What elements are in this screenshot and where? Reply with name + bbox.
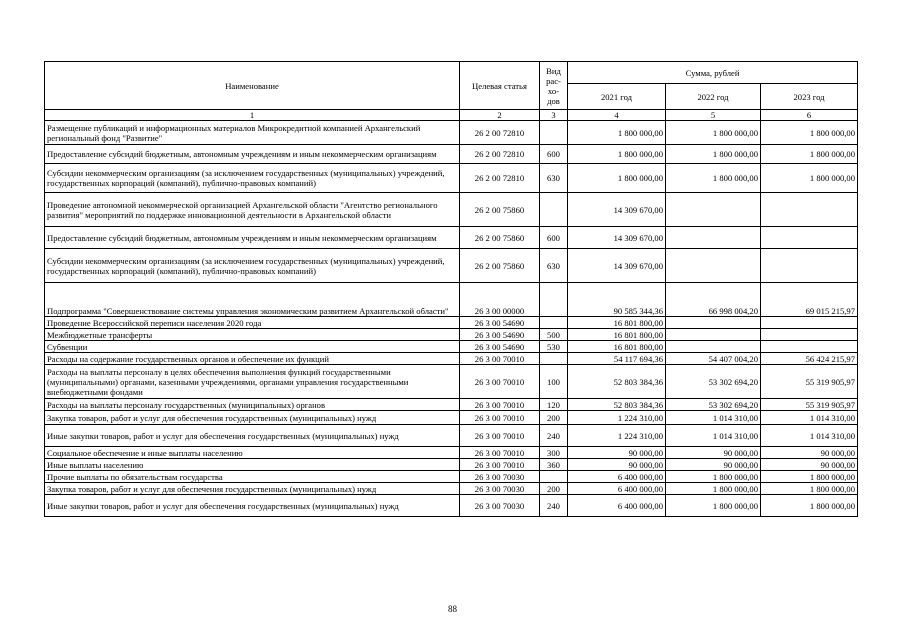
row-sum-2023: 56 424 215,97 <box>761 353 858 365</box>
row-target-article: 26 3 00 70010 <box>460 353 540 365</box>
row-name: Субвенции <box>45 341 460 353</box>
page-number: 88 <box>448 604 457 614</box>
table-row <box>45 483 858 495</box>
column-index: 1 <box>45 110 460 121</box>
row-sum-2022: 1 800 000,00 <box>666 145 761 164</box>
row-sum-2021: 52 803 384,36 <box>568 399 666 411</box>
row-sum-2022: 53 302 694,20 <box>666 365 761 399</box>
row-name: Предоставление субсидий бюджетным, автономным учреждениям и иным некоммерческим организациям <box>45 145 460 164</box>
row-expense-type <box>540 283 568 317</box>
row-sum-2023 <box>761 317 858 329</box>
table-row <box>45 411 858 425</box>
row-sum-2022: 1 800 000,00 <box>666 121 761 145</box>
row-name: Подпрограмма "Совершенствование системы управления экономическим развитием Архангельской области" <box>45 283 460 317</box>
table-row <box>45 121 858 145</box>
table-row <box>45 365 858 399</box>
header-year-2021: 2021 год <box>568 84 666 110</box>
row-sum-2022: 54 407 004,20 <box>666 353 761 365</box>
row-target-article: 26 2 00 72810 <box>460 164 540 193</box>
row-sum-2022: 1 800 000,00 <box>666 471 761 483</box>
row-name: Субсидии некоммерческим организациям (за исключением государственных (муниципальных) учреждений, государственных корпораций (компаний), публично-правовых компаний) <box>45 249 460 283</box>
row-name: Социальное обеспечение и иные выплаты населению <box>45 447 460 459</box>
table-row <box>45 283 858 317</box>
row-sum-2023: 55 319 905,97 <box>761 365 858 399</box>
row-sum-2021: 14 309 670,00 <box>568 227 666 249</box>
row-sum-2022: 1 800 000,00 <box>666 164 761 193</box>
row-target-article: 26 3 00 70010 <box>460 365 540 399</box>
row-target-article: 26 3 00 54690 <box>460 317 540 329</box>
row-target-article: 26 3 00 70030 <box>460 471 540 483</box>
row-expense-type: 240 <box>540 425 568 447</box>
column-index: 6 <box>761 110 858 121</box>
row-target-article: 26 2 00 72810 <box>460 121 540 145</box>
budget-table <box>44 61 858 517</box>
row-expense-type <box>540 353 568 365</box>
table-row <box>45 471 858 483</box>
row-target-article: 26 3 00 70010 <box>460 425 540 447</box>
table-row <box>45 447 858 459</box>
row-sum-2022: 1 800 000,00 <box>666 483 761 495</box>
row-name: Иные выплаты населению <box>45 459 460 471</box>
row-sum-2021: 14 309 670,00 <box>568 193 666 227</box>
row-sum-2022 <box>666 341 761 353</box>
row-expense-type: 630 <box>540 164 568 193</box>
table-row <box>45 193 858 227</box>
row-sum-2023: 90 000,00 <box>761 459 858 471</box>
table-row <box>45 145 858 164</box>
row-name: Прочие выплаты по обязательствам государства <box>45 471 460 483</box>
row-sum-2021: 14 309 670,00 <box>568 249 666 283</box>
row-sum-2021: 6 400 000,00 <box>568 471 666 483</box>
row-target-article: 26 3 00 54690 <box>460 329 540 341</box>
row-sum-2023: 1 800 000,00 <box>761 495 858 517</box>
row-sum-2022 <box>666 193 761 227</box>
row-sum-2023: 1 014 310,00 <box>761 411 858 425</box>
row-target-article: 26 2 00 75860 <box>460 249 540 283</box>
table-body <box>45 121 858 517</box>
row-name: Расходы на выплаты персоналу государственных (муниципальных) органов <box>45 399 460 411</box>
row-name: Проведение Всероссийской переписи населения 2020 года <box>45 317 460 329</box>
row-sum-2023 <box>761 227 858 249</box>
row-sum-2023: 90 000,00 <box>761 447 858 459</box>
row-sum-2023: 1 800 000,00 <box>761 164 858 193</box>
row-expense-type <box>540 193 568 227</box>
row-expense-type: 360 <box>540 459 568 471</box>
table-row <box>45 459 858 471</box>
row-sum-2022 <box>666 329 761 341</box>
row-sum-2023 <box>761 341 858 353</box>
row-expense-type: 240 <box>540 495 568 517</box>
row-sum-2022: 1 014 310,00 <box>666 411 761 425</box>
row-expense-type: 300 <box>540 447 568 459</box>
row-sum-2021: 1 800 000,00 <box>568 145 666 164</box>
table-row <box>45 164 858 193</box>
column-index: 4 <box>568 110 666 121</box>
row-sum-2022: 90 000,00 <box>666 447 761 459</box>
row-sum-2021: 1 800 000,00 <box>568 121 666 145</box>
row-target-article: 26 3 00 70030 <box>460 483 540 495</box>
row-sum-2021: 6 400 000,00 <box>568 483 666 495</box>
row-sum-2021: 6 400 000,00 <box>568 495 666 517</box>
row-sum-2021: 90 585 344,36 <box>568 283 666 317</box>
row-sum-2021: 1 800 000,00 <box>568 164 666 193</box>
row-expense-type <box>540 121 568 145</box>
row-expense-type: 500 <box>540 329 568 341</box>
row-expense-type: 600 <box>540 227 568 249</box>
header-name: Наименование <box>45 62 460 110</box>
row-sum-2022: 66 998 004,20 <box>666 283 761 317</box>
row-sum-2022 <box>666 317 761 329</box>
table-row <box>45 425 858 447</box>
header-expense-type: Вид рас-хо-дов <box>540 62 568 110</box>
header-sum: Сумма, рублей <box>568 62 858 84</box>
column-index: 3 <box>540 110 568 121</box>
row-sum-2021: 1 224 310,00 <box>568 425 666 447</box>
row-sum-2023: 1 800 000,00 <box>761 145 858 164</box>
row-name: Закупка товаров, работ и услуг для обеспечения государственных (муниципальных) нужд <box>45 411 460 425</box>
table-row <box>45 495 858 517</box>
table-row <box>45 317 858 329</box>
row-target-article: 26 3 00 70010 <box>460 411 540 425</box>
row-sum-2021: 90 000,00 <box>568 459 666 471</box>
row-sum-2022: 90 000,00 <box>666 459 761 471</box>
row-target-article: 26 2 00 75860 <box>460 227 540 249</box>
row-sum-2022 <box>666 249 761 283</box>
row-expense-type: 200 <box>540 411 568 425</box>
row-expense-type <box>540 471 568 483</box>
row-target-article: 26 3 00 70030 <box>460 495 540 517</box>
row-expense-type <box>540 317 568 329</box>
row-expense-type: 600 <box>540 145 568 164</box>
row-sum-2023 <box>761 249 858 283</box>
row-target-article: 26 3 00 70010 <box>460 459 540 471</box>
row-sum-2023: 55 319 905,97 <box>761 399 858 411</box>
row-sum-2023: 69 015 215,97 <box>761 283 858 317</box>
row-sum-2021: 90 000,00 <box>568 447 666 459</box>
header-target-article: Целевая статья <box>460 62 540 110</box>
row-sum-2023 <box>761 329 858 341</box>
row-sum-2022: 1 014 310,00 <box>666 425 761 447</box>
row-target-article: 26 3 00 00000 <box>460 283 540 317</box>
row-sum-2021: 16 801 800,00 <box>568 317 666 329</box>
header-year-2023: 2023 год <box>761 84 858 110</box>
table-row <box>45 329 858 341</box>
header-year-2022: 2022 год <box>666 84 761 110</box>
row-name: Размещение публикаций и информационных материалов Микрокредитной компанией Архангельский региональный фонд "Развитие" <box>45 121 460 145</box>
row-sum-2022: 1 800 000,00 <box>666 495 761 517</box>
row-sum-2021: 54 117 694,36 <box>568 353 666 365</box>
column-index: 5 <box>666 110 761 121</box>
table-row <box>45 249 858 283</box>
row-sum-2023: 1 800 000,00 <box>761 471 858 483</box>
row-expense-type: 630 <box>540 249 568 283</box>
table-row <box>45 399 858 411</box>
row-expense-type: 100 <box>540 365 568 399</box>
row-sum-2022 <box>666 227 761 249</box>
row-name: Межбюджетные трансферты <box>45 329 460 341</box>
row-name: Субсидии некоммерческим организациям (за исключением государственных (муниципальных) учреждений, государственных корпораций (компаний), публично-правовых компаний) <box>45 164 460 193</box>
table-row <box>45 227 858 249</box>
row-name: Закупка товаров, работ и услуг для обеспечения государственных (муниципальных) нужд <box>45 483 460 495</box>
row-name: Иные закупки товаров, работ и услуг для обеспечения государственных (муниципальных) нужд <box>45 425 460 447</box>
row-name: Предоставление субсидий бюджетным, автономным учреждениям и иным некоммерческим организациям <box>45 227 460 249</box>
row-target-article: 26 3 00 70010 <box>460 447 540 459</box>
row-name: Расходы на содержание государственных органов и обеспечение их функций <box>45 353 460 365</box>
row-sum-2021: 52 803 384,36 <box>568 365 666 399</box>
table-row <box>45 341 858 353</box>
row-sum-2021: 16 801 800,00 <box>568 341 666 353</box>
row-sum-2023: 1 014 310,00 <box>761 425 858 447</box>
column-index: 2 <box>460 110 540 121</box>
row-target-article: 26 2 00 75860 <box>460 193 540 227</box>
row-name: Проведение автономной некоммерческой организацией Архангельской области "Агентство регионального развития" мероприятий по поддержке инновационной деятельности в Архангельской области <box>45 193 460 227</box>
row-sum-2023: 1 800 000,00 <box>761 483 858 495</box>
row-target-article: 26 3 00 54690 <box>460 341 540 353</box>
row-expense-type: 120 <box>540 399 568 411</box>
row-expense-type: 200 <box>540 483 568 495</box>
row-sum-2023 <box>761 193 858 227</box>
row-name: Иные закупки товаров, работ и услуг для обеспечения государственных (муниципальных) нужд <box>45 495 460 517</box>
row-sum-2021: 1 224 310,00 <box>568 411 666 425</box>
row-sum-2021: 16 801 800,00 <box>568 329 666 341</box>
row-target-article: 26 3 00 70010 <box>460 399 540 411</box>
row-target-article: 26 2 00 72810 <box>460 145 540 164</box>
row-expense-type: 530 <box>540 341 568 353</box>
row-name: Расходы на выплаты персоналу в целях обеспечения выполнения функций государственными (муниципальными) органами, казенными учреждениями, органами управления государственными внебюджетными фондами <box>45 365 460 399</box>
table-row <box>45 353 858 365</box>
row-sum-2022: 53 302 694,20 <box>666 399 761 411</box>
row-sum-2023: 1 800 000,00 <box>761 121 858 145</box>
